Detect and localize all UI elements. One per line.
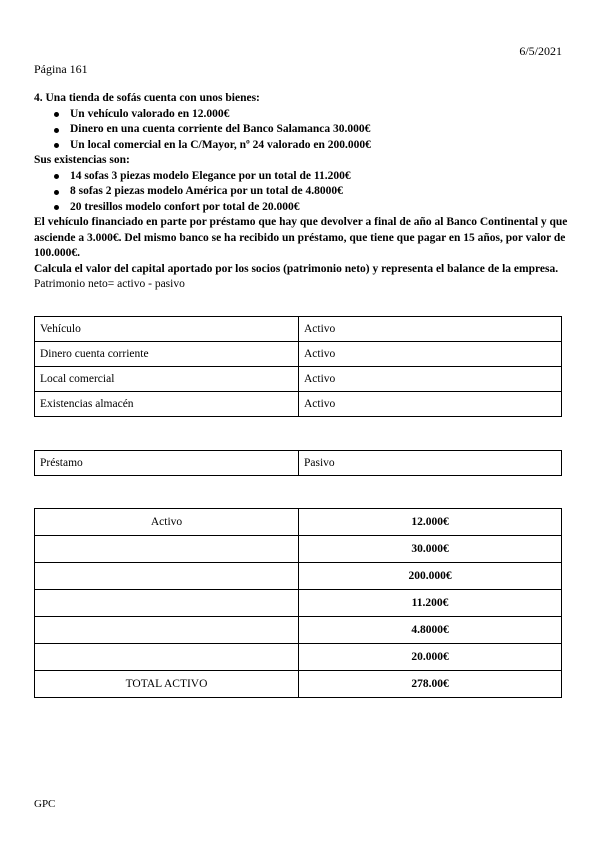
footer-text: GPC xyxy=(34,798,56,810)
table-cell: Activo xyxy=(299,392,562,417)
table-cell: Local comercial xyxy=(35,367,299,392)
balance-value: 11.200€ xyxy=(299,590,562,617)
table-cell: Préstamo xyxy=(35,451,299,476)
balance-label xyxy=(35,644,299,671)
table-cell: Existencias almacén xyxy=(35,392,299,417)
balance-value: 4.8000€ xyxy=(299,617,562,644)
exercise-text xyxy=(34,91,568,293)
balance-value: 12.000€ xyxy=(299,509,562,536)
table-cell: Activo xyxy=(299,367,562,392)
table-row xyxy=(35,563,562,590)
table-row xyxy=(35,392,562,417)
page-number: Página 161 xyxy=(34,62,88,76)
document-date: 6/5/2021 xyxy=(519,44,562,58)
list-item: Un local comercial en la C/Mayor, nº 24 valorado en 200.000€ xyxy=(70,138,568,154)
list-item: 14 sofas 3 piezas modelo Elegance por un total de 11.200€ xyxy=(70,169,568,185)
list-item: 8 sofas 2 piezas modelo América por un total de 4.8000€ xyxy=(70,184,568,200)
total-value: 278.00€ xyxy=(299,671,562,698)
existencias-list xyxy=(34,169,568,216)
table-row xyxy=(35,451,562,476)
bienes-list xyxy=(34,107,568,154)
table-cell: Activo xyxy=(299,317,562,342)
table-row xyxy=(35,671,562,698)
balance-label xyxy=(35,563,299,590)
table-row xyxy=(35,590,562,617)
list-item: Dinero en una cuenta corriente del Banco Salamanca 30.000€ xyxy=(70,122,568,138)
liability-table xyxy=(34,450,562,476)
balance-label xyxy=(35,536,299,563)
table-row xyxy=(35,342,562,367)
existencias-intro: Sus existencias son: xyxy=(34,154,130,166)
formula-text: Patrimonio neto= activo - pasivo xyxy=(34,278,185,290)
exercise-intro: 4. Una tienda de sofás cuenta con unos bienes: xyxy=(34,92,260,104)
balance-label: Activo xyxy=(35,509,299,536)
balance-value: 20.000€ xyxy=(299,644,562,671)
classification-table xyxy=(34,316,562,417)
table-cell: Pasivo xyxy=(299,451,562,476)
table-cell: Vehículo xyxy=(35,317,299,342)
balance-table xyxy=(34,508,562,698)
table-row xyxy=(35,509,562,536)
table-row xyxy=(35,617,562,644)
balance-label xyxy=(35,590,299,617)
table-row xyxy=(35,536,562,563)
exercise-question: Calcula el valor del capital aportado por los socios (patrimonio neto) y representa el balance de la empresa. xyxy=(34,262,559,275)
table-row xyxy=(35,367,562,392)
list-item: Un vehículo valorado en 12.000€ xyxy=(70,107,568,123)
table-row xyxy=(35,644,562,671)
table-row xyxy=(35,317,562,342)
list-item: 20 tresillos modelo confort por total de 20.000€ xyxy=(70,200,568,216)
balance-label xyxy=(35,617,299,644)
table-cell: Activo xyxy=(299,342,562,367)
exercise-paragraph: El vehículo financiado en parte por préstamo que hay que devolver a final de año al Banco Continental y que asciende a 3.000€. Del mismo banco se ha recibido un préstamo, que tiene que pagar en 15 años, por valor de 100.000€. xyxy=(34,216,568,259)
balance-value: 200.000€ xyxy=(299,563,562,590)
balance-value: 30.000€ xyxy=(299,536,562,563)
table-cell: Dinero cuenta corriente xyxy=(35,342,299,367)
total-label: TOTAL ACTIVO xyxy=(35,671,299,698)
